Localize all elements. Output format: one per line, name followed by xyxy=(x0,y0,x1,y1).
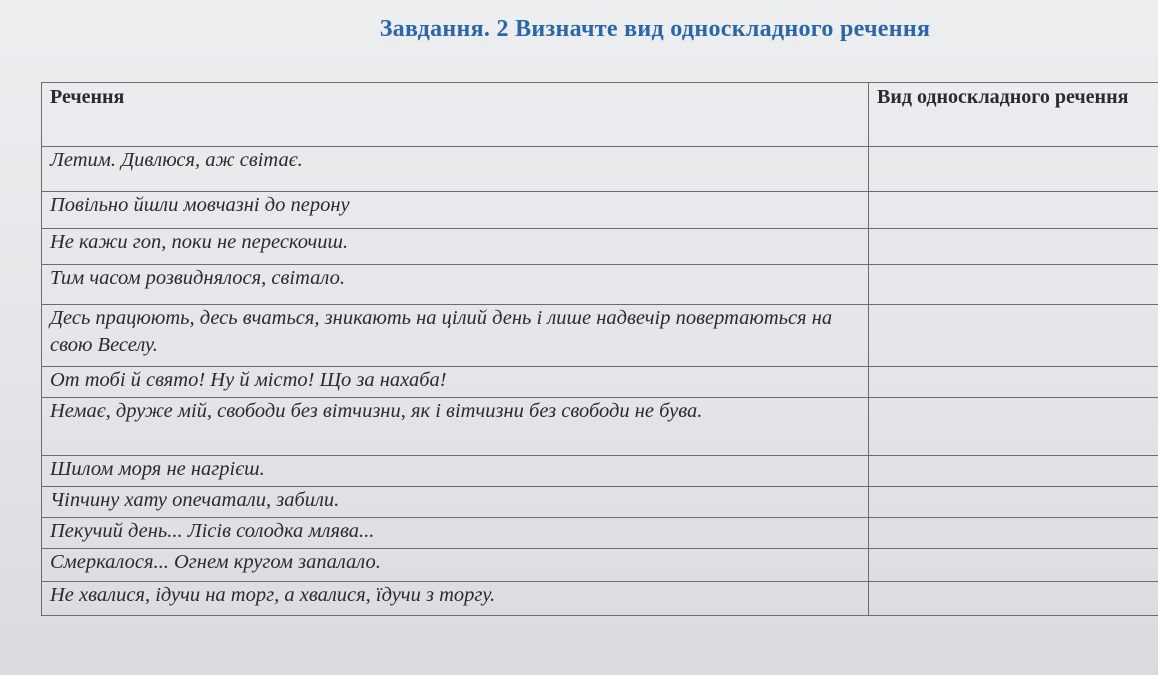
answer-cell[interactable] xyxy=(869,456,1158,487)
sentence-cell: Не хвалися, ідучи на торг, а хвалися, їдучи з торгу. xyxy=(42,582,869,616)
answer-cell[interactable] xyxy=(869,367,1158,398)
header-type: Вид односкладного речення xyxy=(869,83,1158,147)
sentence-cell: От тобі й свято! Ну й місто! Що за нахаба! xyxy=(42,367,869,398)
table-row xyxy=(42,305,1158,367)
sentence-table xyxy=(41,82,1158,616)
answer-cell[interactable] xyxy=(869,305,1158,367)
answer-cell[interactable] xyxy=(869,549,1158,582)
answer-cell[interactable] xyxy=(869,398,1158,456)
task-title: Завдання. 2 Визначте вид односкладного речення xyxy=(379,16,931,42)
table-row xyxy=(42,229,1158,265)
sentence-cell: Смеркалося... Огнем кругом запалало. xyxy=(42,549,869,582)
table-row xyxy=(42,398,1158,456)
table-row xyxy=(42,549,1158,582)
table-header-row xyxy=(42,83,1158,147)
sentence-cell: Повільно йшли мовчазні до перону xyxy=(42,192,869,229)
table-row xyxy=(42,582,1158,616)
sentence-cell: Пекучий день... Лісів солодка млява... xyxy=(42,518,869,549)
sentence-cell: Тим часом розвиднялося, світало. xyxy=(42,265,869,305)
table-row xyxy=(42,265,1158,305)
answer-cell[interactable] xyxy=(869,229,1158,265)
table-row xyxy=(42,487,1158,518)
sentence-cell: Немає, друже мій, свободи без вітчизни, як і вітчизни без свободи не бува. xyxy=(42,398,869,456)
answer-cell[interactable] xyxy=(869,265,1158,305)
table-row xyxy=(42,456,1158,487)
sentence-cell: Чіпчину хату опечатали, забили. xyxy=(42,487,869,518)
sentence-cell: Не кажи гоп, поки не перескочиш. xyxy=(42,229,869,265)
answer-cell[interactable] xyxy=(869,192,1158,229)
answer-cell[interactable] xyxy=(869,487,1158,518)
table-row xyxy=(42,367,1158,398)
answer-cell[interactable] xyxy=(869,147,1158,192)
header-sentence: Речення xyxy=(42,83,869,147)
sentence-cell: Летим. Дивлюся, аж світає. xyxy=(42,147,869,192)
answer-cell[interactable] xyxy=(869,518,1158,549)
sentence-cell: Десь працюють, десь вчаться, зникають на цілий день і лише надвечір повертаються на свою Веселу. xyxy=(42,305,869,367)
table-row xyxy=(42,192,1158,229)
sentence-cell: Шилом моря не нагрієш. xyxy=(42,456,869,487)
table-row xyxy=(42,147,1158,192)
answer-cell[interactable] xyxy=(869,582,1158,616)
table-row xyxy=(42,518,1158,549)
